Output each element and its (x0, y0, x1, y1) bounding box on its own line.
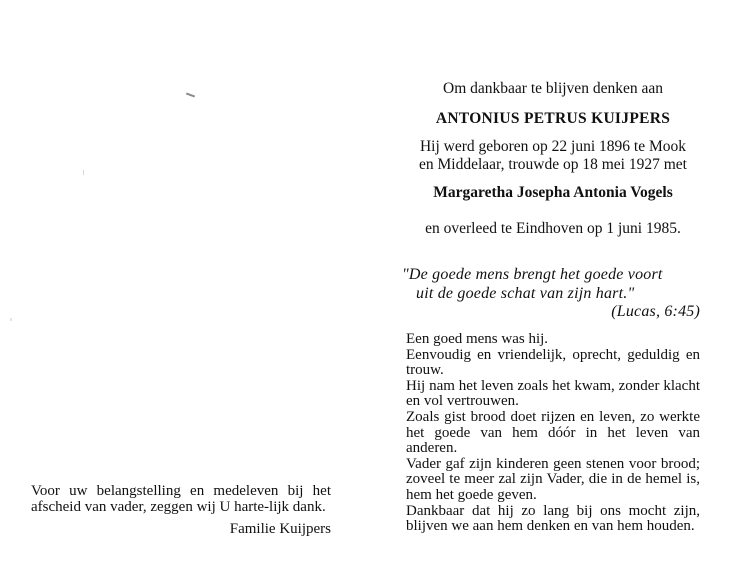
death-line: en overleed te Eindhoven op 1 juni 1985. (425, 220, 681, 237)
poem-line: Eenvoudig en vriendelijk, oprecht, geduldig en trouw. (406, 346, 700, 379)
deceased-name: ANTONIUS PETRUS KUIJPERS (435, 110, 671, 127)
birth-line-2: en Middelaar, trouwde op 18 mei 1927 met (419, 156, 687, 173)
quote-line-2: uit de goede schat van zijn hart." (416, 285, 635, 302)
poem-line: Dankbaar dat hij zo lang bij ons mocht zijn, blijven we aan hem denken en van hem houden. (406, 502, 700, 535)
thanks-text: Voor uw belangstelling en medeleven bij het afscheid van vader, zeggen wij U harte-lijk dank. (31, 483, 331, 515)
poem-line: Zoals gist brood doet rijzen en leven, zo werkte het goede van hem dóór in het leven van anderen. (406, 408, 700, 457)
poem-line: Een goed mens was hij. (406, 331, 549, 347)
poem-line: Vader gaf zijn kinderen geen stenen voor brood; zoveel te meer zal zijn Vader, die in de hemel is, hem het goede geven. (406, 455, 700, 503)
birth-line-1: Hij werd geboren op 22 juni 1896 te Mook (419, 138, 687, 155)
print-speck (186, 93, 195, 98)
poem-line: Hij nam het leven zoals het kwam, zonder klacht en vol vertrouwen. (406, 377, 700, 410)
print-speck (10, 318, 12, 321)
print-speck (83, 170, 84, 175)
quote-line-1: "De goede mens brengt het goede voort (402, 266, 663, 283)
thanks-section (31, 483, 331, 537)
intro-line: Om dankbaar te blijven denken aan (443, 80, 663, 97)
quote-reference: (Lucas, 6:45) (611, 303, 700, 320)
poem (406, 332, 700, 535)
spouse-name: Margaretha Josepha Antonia Vogels (433, 184, 673, 201)
family-signature: Familie Kuijpers (229, 521, 331, 537)
